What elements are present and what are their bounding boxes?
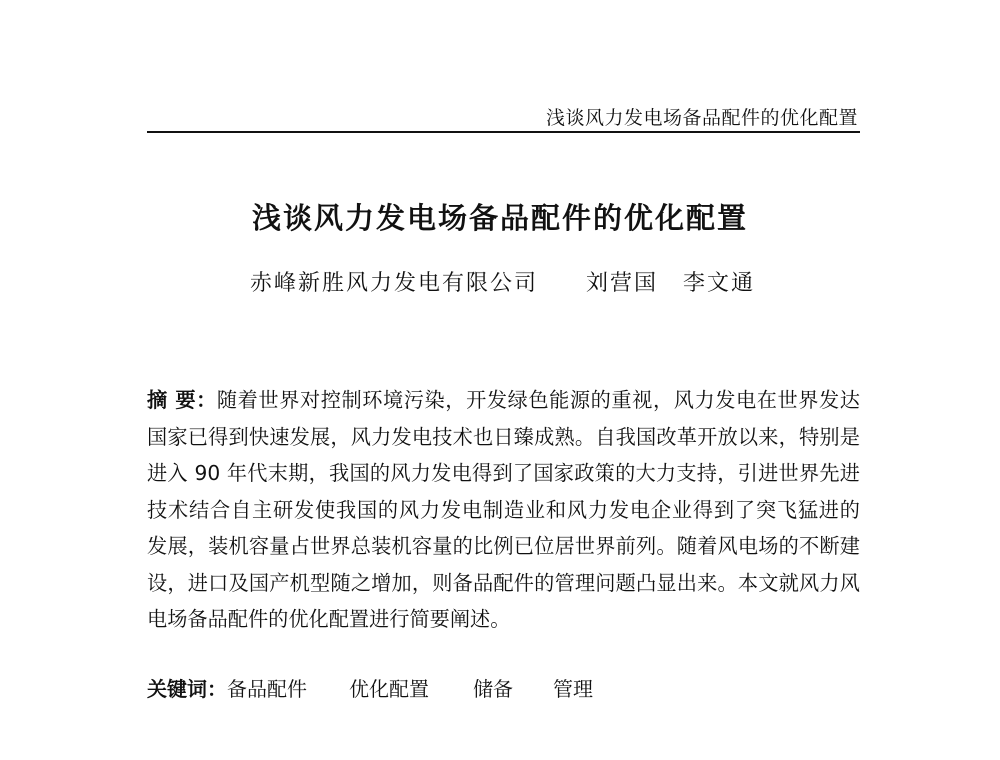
abstract-line <box>147 382 860 419</box>
running-header-title: 浅谈风力发电场备品配件的优化配置 <box>545 107 858 129</box>
running-header <box>147 100 860 133</box>
abstract-line: 技术结合自主研发使我国的风力发电制造业和风力发电企业得到了突飞猛进的 <box>147 497 860 522</box>
abstract-line: 发展，装机容量占世界总装机容量的比例已位居世界前列。随着风电场的不断建 <box>147 534 860 558</box>
abstract-line: 国家已得到快速发展，风力发电技术也日臻成熟。自我国改革开放以来，特别是 <box>147 424 860 449</box>
abstract-label: 摘 要： <box>147 388 217 412</box>
abstract-line: 电场备品配件的优化配置进行简要阐述。 <box>147 607 511 631</box>
keyword: 备品配件 <box>227 677 307 701</box>
keywords <box>147 673 593 702</box>
author-affiliation: 赤峰新胜风力发电有限公司 <box>250 271 539 296</box>
paper-title: 浅谈风力发电场备品配件的优化配置 <box>251 201 748 235</box>
author-name: 李文通 <box>683 271 756 296</box>
abstract-text: 随着世界对控制环境污染，开发绿色能源的重视，风力发电在世界发达 <box>216 388 860 412</box>
abstract-line: 进入 90 年代末期，我国的风力发电得到了国家政策的大力支持，引进世界先进 <box>147 461 860 485</box>
keywords-label: 关键词： <box>147 677 227 701</box>
keyword: 储备 <box>473 677 513 701</box>
abstract-line: 设，进口及国产机型随之增加，则备品配件的管理问题凸显出来。本文就风力风 <box>147 570 860 595</box>
keyword: 优化配置 <box>349 677 429 701</box>
abstract <box>147 382 860 638</box>
author-name: 刘营国 <box>586 271 659 296</box>
keyword: 管理 <box>553 677 593 701</box>
